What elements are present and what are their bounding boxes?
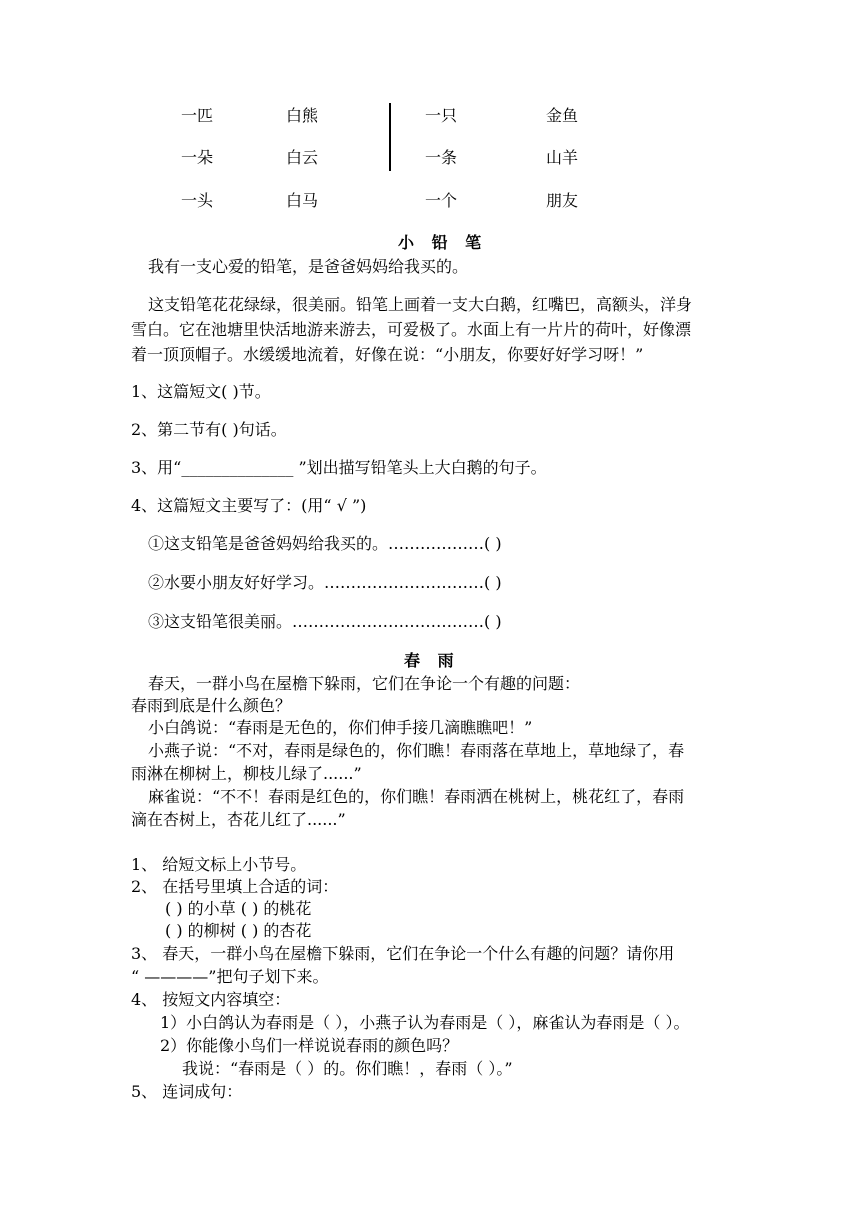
question: 1、 给短文标上小节号。 (131, 855, 307, 874)
fill-blank-line: ( ) 的柳树 ( ) 的杏花 (165, 921, 312, 940)
question: 2、第二节有( )句话。 (131, 420, 287, 439)
question: 3、 春天，一群小鸟在屋檐下躲雨，它们在争论一个什么有趣的问题？请你用 (131, 944, 675, 963)
question: 4、这篇短文主要写了：(用“ √ ”) (131, 496, 367, 515)
option: ②水要小朋友好好学习。…………………………( ) (148, 573, 502, 592)
question-line: “ ————”把句子划下来。 (131, 967, 329, 986)
option: ③这支铅笔很美丽。………………………………( ) (148, 612, 502, 631)
noun-word: 朋友 (546, 191, 579, 210)
question: 4、 按短文内容填空： (131, 990, 291, 1009)
question: 1、这篇短文( )节。 (131, 382, 271, 401)
noun-word: 白云 (286, 148, 319, 167)
passage-title: 小 铅 笔 (398, 233, 488, 252)
measure-word: 一只 (425, 106, 458, 125)
measure-word: 一头 (181, 191, 214, 210)
paragraph-line: 雪白。它在池塘里快活地游来游去，可爱极了。水面上有一片片的荷叶，好像漂 (131, 320, 692, 339)
paragraph-line: 麻雀说：“不不！春雨是红色的，你们瞧！春雨洒在桃树上，桃花红了，春雨 (148, 787, 685, 806)
paragraph-line: 滴在杏树上，杏花儿红了......” (131, 810, 346, 829)
measure-word: 一朵 (181, 148, 214, 167)
fill-blank-line: 1）小白鸽认为春雨是（ ），小燕子认为春雨是（ ），麻雀认为春雨是（ ）。 (160, 1013, 690, 1032)
paragraph-line: 小白鸽说：“春雨是无色的，你们伸手接几滴瞧瞧吧！” (148, 718, 533, 737)
noun-word: 白马 (286, 191, 319, 210)
question: 3、用“______________ ”划出描写铅笔头上大白鹅的句子。 (131, 458, 547, 477)
noun-word: 白熊 (286, 106, 319, 125)
measure-word: 一个 (425, 191, 458, 210)
paragraph-line: 着一顶顶帽子。水缓缓地流着，好像在说：“小朋友，你要好好学习呀！” (131, 345, 644, 364)
paragraph: 我有一支心爱的铅笔，是爸爸妈妈给我买的。 (148, 257, 469, 276)
fill-blank-line: 2）你能像小鸟们一样说说春雨的颜色吗？ (160, 1036, 459, 1055)
paragraph-line: 小燕子说：“不对，春雨是绿色的，你们瞧！春雨落在草地上，草地绿了，春 (148, 741, 685, 760)
option: ①这支铅笔是爸爸妈妈给我买的。………………( ) (148, 534, 502, 553)
paragraph-line: 春天，一群小鸟在屋檐下躲雨，它们在争论一个有趣的问题： (148, 674, 581, 693)
paragraph-line: 春雨到底是什么颜色？ (131, 696, 292, 715)
fill-blank-line: ( ) 的小草 ( ) 的桃花 (165, 899, 312, 918)
fill-blank-line: 我说：“春雨是（ ）的。你们瞧！，春雨（ ）。” (182, 1059, 513, 1078)
paragraph-line: 雨淋在柳树上，柳枝儿绿了......” (131, 764, 362, 783)
divider-line (389, 103, 391, 171)
passage-title: 春 雨 (404, 651, 460, 670)
noun-word: 山羊 (546, 148, 579, 167)
paragraph-line: 这支铅笔花花绿绿，很美丽。铅笔上画着一支大白鹅，红嘴巴，高额头，洋身 (148, 295, 693, 314)
question: 2、 在括号里填上合适的词： (131, 877, 339, 896)
question: 5、 连词成句： (131, 1082, 243, 1101)
noun-word: 金鱼 (546, 106, 579, 125)
measure-word: 一匹 (181, 106, 214, 125)
measure-word: 一条 (425, 148, 458, 167)
